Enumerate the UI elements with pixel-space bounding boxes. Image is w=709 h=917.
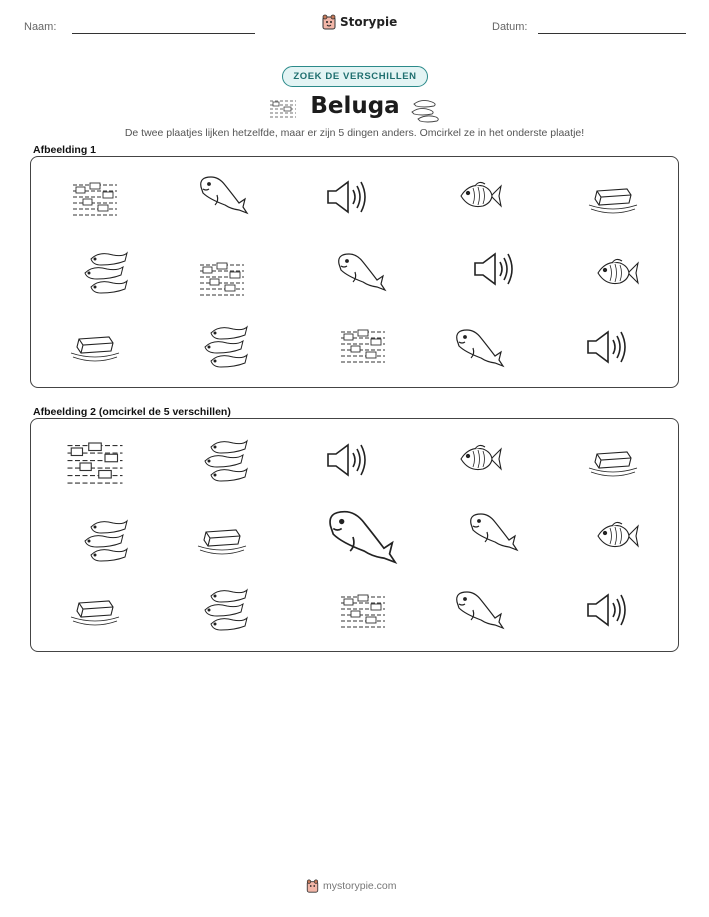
arctic-sea-icon[interactable] xyxy=(338,326,388,366)
picture-2-label: Afbeelding 2 (omcirkel de 5 verschillen) xyxy=(33,406,231,418)
name-line[interactable] xyxy=(72,33,255,34)
ice-floe-icon[interactable] xyxy=(587,444,639,478)
speaker-icon[interactable] xyxy=(582,327,628,367)
footer xyxy=(306,879,397,893)
fish-icon[interactable] xyxy=(457,178,503,214)
page-title: Beluga xyxy=(310,93,400,119)
beluga-pod-icon xyxy=(410,96,442,124)
picture-2-panel xyxy=(30,418,679,652)
beluga-icon[interactable] xyxy=(333,250,387,294)
ice-floe-icon[interactable] xyxy=(196,522,248,556)
beluga-pod-icon[interactable] xyxy=(79,247,131,297)
name-label: Naam: xyxy=(24,21,57,33)
speaker-icon[interactable] xyxy=(322,177,368,217)
beluga-icon[interactable] xyxy=(451,588,505,632)
beluga-pod-icon[interactable] xyxy=(199,435,251,485)
instructions: De twee plaatjes lijken hetzelfde, maar er zijn 5 dingen anders. Omcirkel ze in het onderste plaatje! xyxy=(124,127,585,139)
worksheet-type-badge: ZOEK DE VERSCHILLEN xyxy=(282,66,428,87)
beluga-pod-icon[interactable] xyxy=(199,321,251,371)
footer-url: mystorypie.com xyxy=(323,880,397,892)
bear-mascot-icon xyxy=(322,14,336,30)
ice-floe-icon[interactable] xyxy=(69,593,121,627)
date-label: Datum: xyxy=(492,21,528,33)
speaker-icon[interactable] xyxy=(469,249,515,289)
arctic-sea-icon[interactable] xyxy=(62,438,128,488)
arctic-sea-icon xyxy=(268,96,298,122)
beluga-pod-icon[interactable] xyxy=(79,515,131,565)
fish-icon[interactable] xyxy=(457,441,503,477)
beluga-pod-icon[interactable] xyxy=(199,584,251,634)
ice-floe-icon[interactable] xyxy=(69,329,121,363)
arctic-sea-icon[interactable] xyxy=(338,591,388,631)
storypie-logo xyxy=(322,14,397,30)
beluga-icon[interactable] xyxy=(195,173,249,217)
beluga-icon[interactable] xyxy=(451,326,505,370)
ice-floe-icon[interactable] xyxy=(587,181,639,215)
fish-icon[interactable] xyxy=(594,518,640,554)
beluga-icon[interactable] xyxy=(465,510,519,554)
speaker-icon[interactable] xyxy=(322,440,368,480)
arctic-sea-icon[interactable] xyxy=(197,259,247,299)
fish-icon[interactable] xyxy=(594,255,640,291)
speaker-icon[interactable] xyxy=(582,590,628,630)
bear-mascot-icon xyxy=(306,879,319,893)
picture-1-label: Afbeelding 1 xyxy=(33,144,97,156)
picture-1-panel xyxy=(30,156,679,388)
date-line[interactable] xyxy=(538,33,686,34)
brand-name: Storypie xyxy=(340,15,398,29)
arctic-sea-icon[interactable] xyxy=(70,179,120,219)
beluga-icon[interactable] xyxy=(322,506,398,568)
